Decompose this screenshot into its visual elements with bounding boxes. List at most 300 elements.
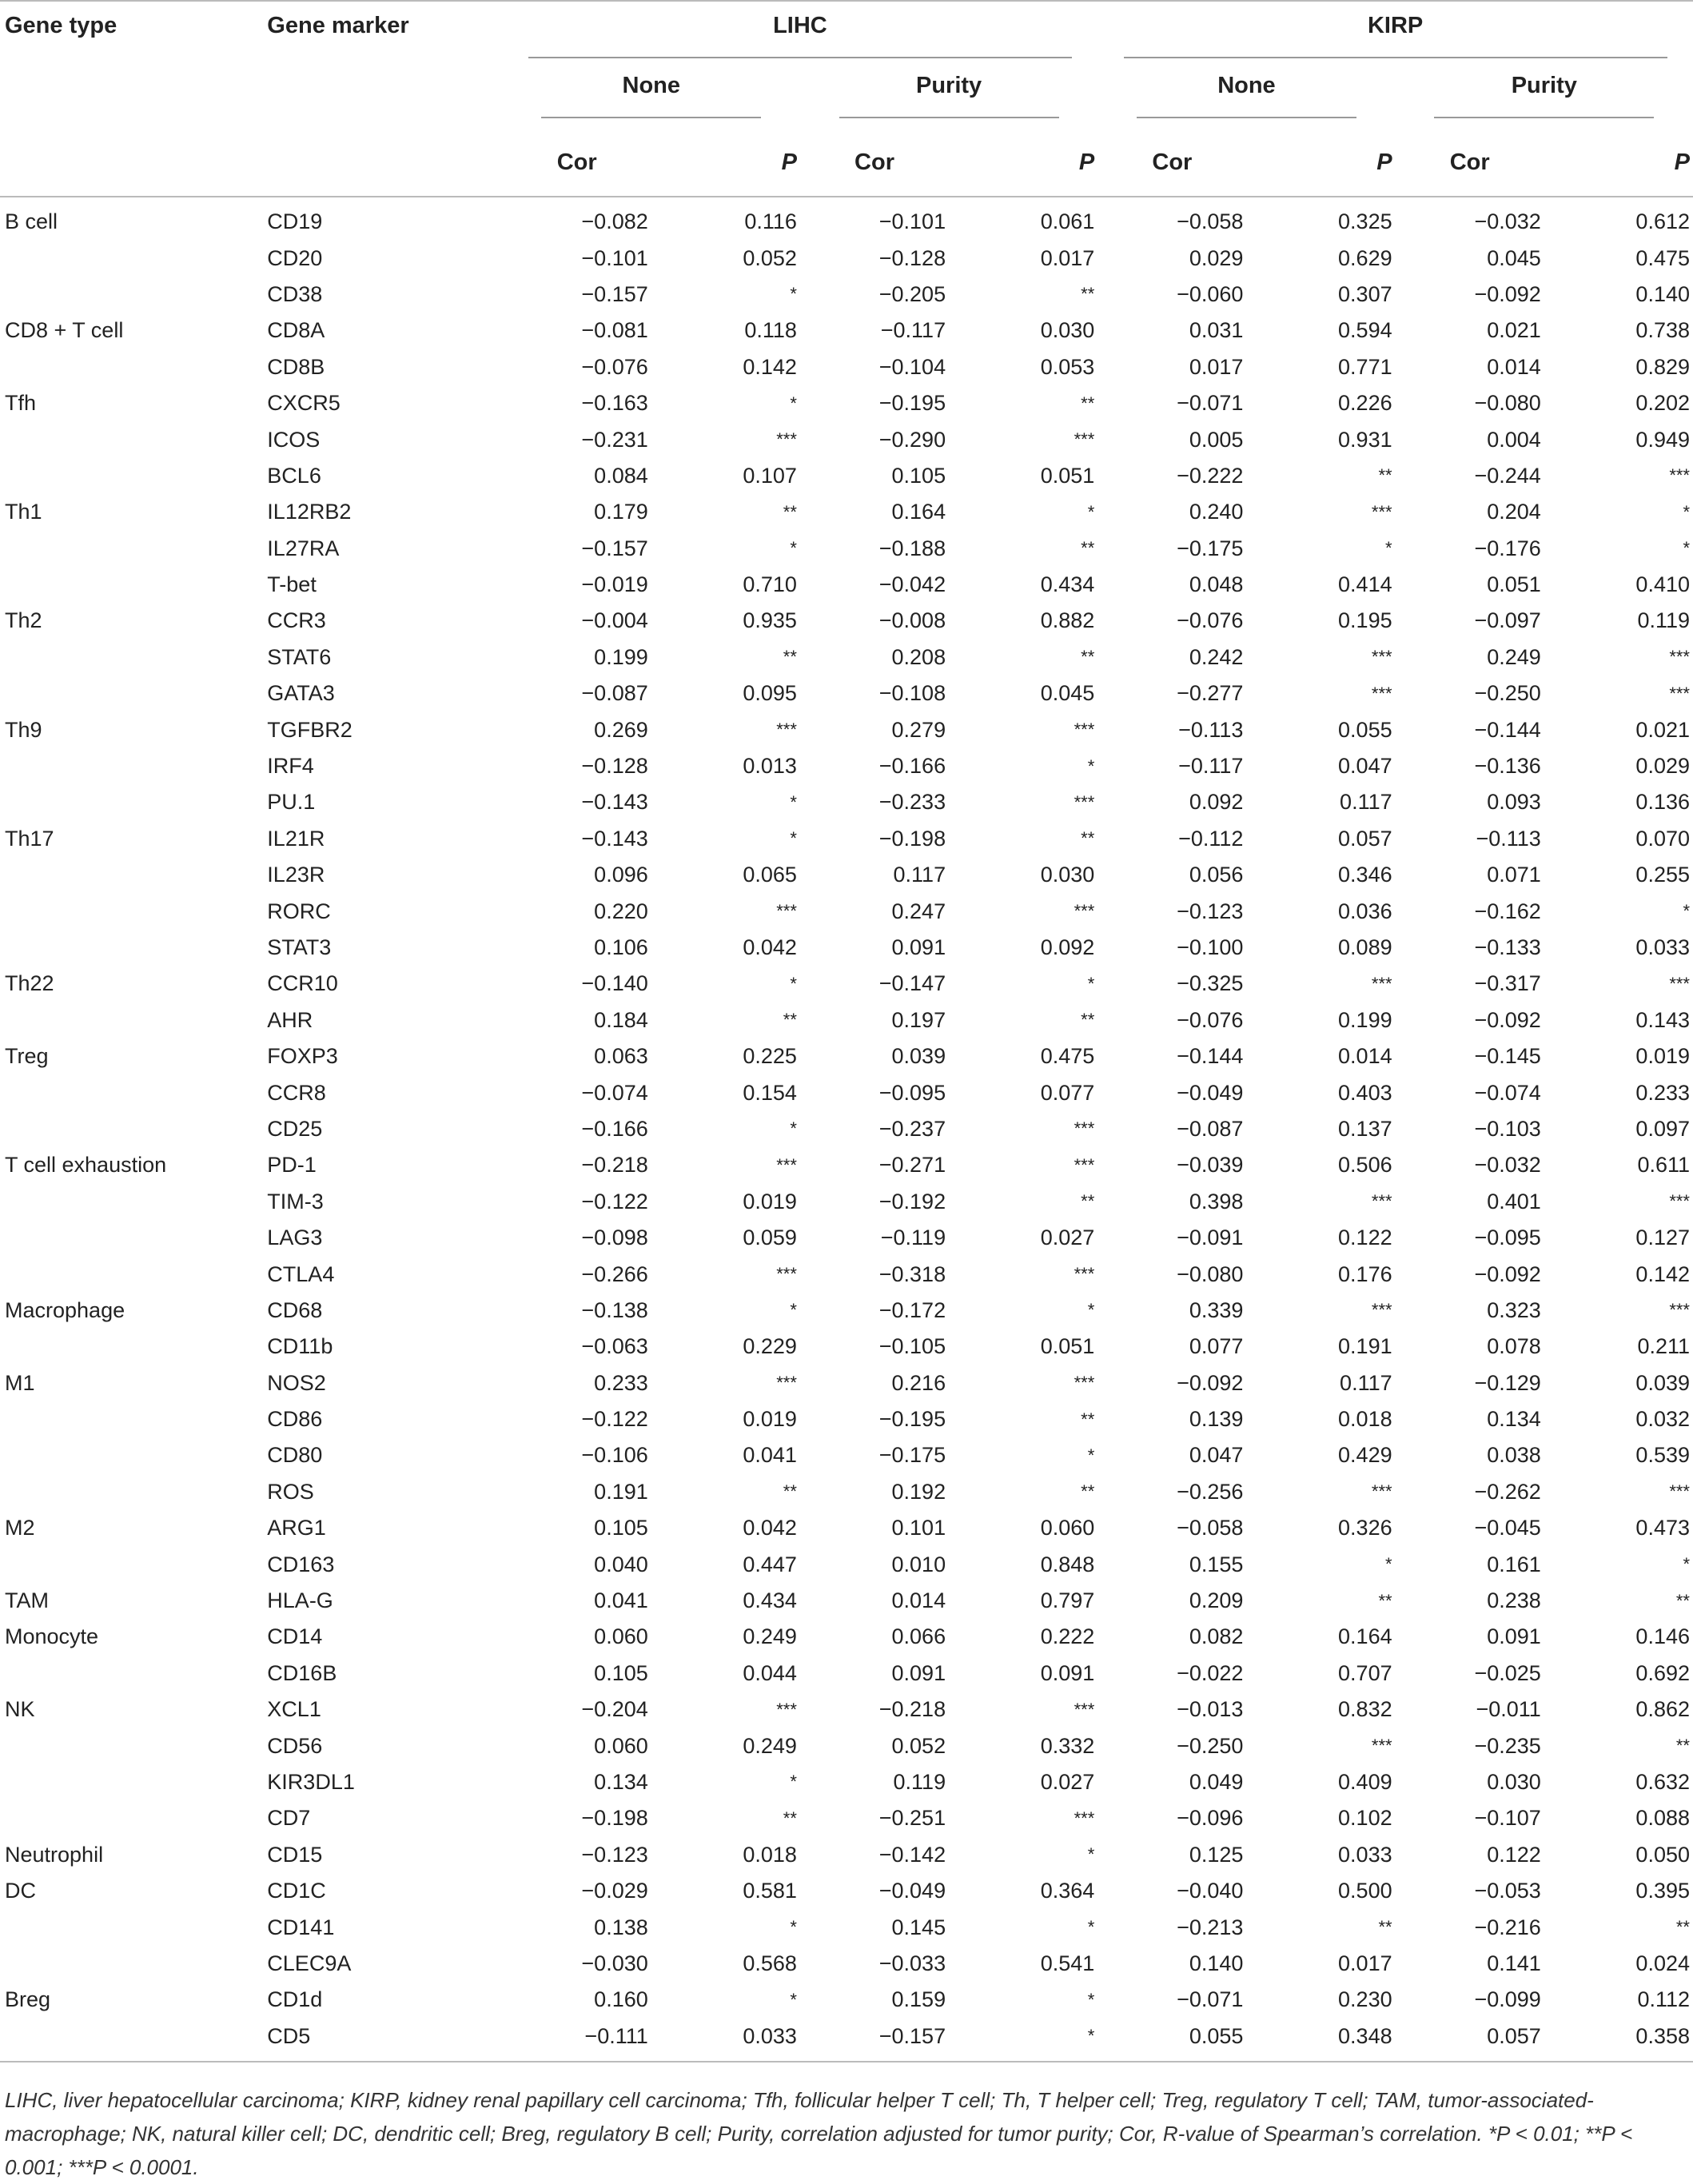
p-value-cell: 0.107 — [743, 463, 797, 488]
p-value-cell: 0.154 — [743, 1080, 797, 1105]
p-value-cell: 0.112 — [1637, 1987, 1690, 2012]
table-row — [0, 1510, 1693, 1546]
table-row — [0, 1474, 1693, 1510]
cor-value-cell: 0.204 — [1487, 500, 1541, 524]
p-value-cell: ** — [1675, 1736, 1690, 1756]
cor-value-cell: −0.143 — [581, 790, 648, 815]
cor-value-cell: 0.060 — [594, 1624, 648, 1649]
cor-value-cell: −0.104 — [878, 354, 946, 379]
gene-type-cell: T cell exhaustion — [5, 1153, 167, 1178]
p-value-cell: 0.065 — [743, 863, 797, 887]
cor-value-cell: 0.091 — [891, 935, 946, 959]
gene-type-cell — [0, 1256, 264, 1292]
gene-marker-cell: CLEC9A — [267, 1951, 352, 1975]
p-value-cell: 0.027 — [1040, 1226, 1095, 1250]
p-value-cell: * — [790, 393, 797, 413]
p-value-cell: 0.033 — [1338, 1842, 1392, 1867]
gene-type-cell — [0, 277, 264, 313]
p-value-cell: * — [790, 1917, 797, 1938]
cor-value-cell: 0.040 — [594, 1552, 648, 1576]
cor-value-cell: 0.096 — [594, 863, 648, 887]
p-value-cell: 0.249 — [743, 1624, 797, 1649]
p-value-cell: 0.632 — [1635, 1769, 1690, 1794]
header-p: P — [1544, 129, 1693, 197]
p-value-cell: 0.070 — [1635, 826, 1690, 851]
p-value-cell: ** — [1081, 1191, 1095, 1212]
cor-value-cell: 0.005 — [1189, 427, 1244, 452]
cor-value-cell: 0.197 — [891, 1007, 946, 1032]
p-value-cell: 0.019 — [1635, 1044, 1690, 1069]
cor-value-cell: 0.017 — [1189, 354, 1244, 379]
cor-value-cell: −0.317 — [1474, 971, 1541, 996]
p-value-cell: *** — [1371, 1191, 1392, 1212]
cor-value-cell: −0.266 — [581, 1261, 648, 1286]
header-kirp-none: None — [1097, 62, 1395, 129]
p-value-cell: 0.935 — [743, 608, 797, 633]
cor-value-cell: −0.039 — [1177, 1153, 1244, 1178]
p-value-cell: ** — [1081, 538, 1095, 559]
cor-value-cell: −0.205 — [878, 281, 946, 306]
header-cor: Cor — [800, 129, 949, 197]
table-row — [0, 1656, 1693, 1692]
gene-type-cell: Monocyte — [5, 1624, 99, 1649]
cor-value-cell: −0.213 — [1177, 1915, 1244, 1939]
table-row — [0, 1982, 1693, 2018]
table-header — [0, 1, 1693, 197]
cor-value-cell: −0.188 — [878, 536, 946, 560]
p-value-cell: ** — [1081, 647, 1095, 668]
p-value-cell: 0.500 — [1338, 1879, 1392, 1903]
cor-value-cell: −0.290 — [878, 427, 946, 452]
cor-value-cell: 0.155 — [1189, 1552, 1244, 1576]
cor-value-cell: 0.092 — [1189, 790, 1244, 815]
p-value-cell: 0.222 — [1040, 1624, 1095, 1649]
p-value-cell: *** — [776, 1373, 797, 1393]
table-row — [0, 1256, 1693, 1292]
p-value-cell: 0.195 — [1338, 608, 1392, 633]
p-value-cell: 0.692 — [1635, 1660, 1690, 1685]
p-value-cell: 0.143 — [1635, 1007, 1690, 1032]
p-value-cell: * — [790, 791, 797, 812]
table-row — [0, 1800, 1693, 1836]
cor-value-cell: −0.053 — [1474, 1879, 1541, 1903]
p-value-cell: *** — [1371, 1736, 1392, 1756]
gene-type-cell — [0, 784, 264, 820]
gene-marker-cell: BCL6 — [267, 463, 321, 488]
cor-value-cell: −0.032 — [1474, 209, 1541, 234]
gene-marker-cell: LAG3 — [267, 1226, 323, 1250]
p-value-cell: 0.013 — [743, 754, 797, 779]
table-row — [0, 893, 1693, 929]
cor-value-cell: −0.092 — [1177, 1370, 1244, 1395]
cor-value-cell: −0.231 — [581, 427, 648, 452]
cor-value-cell: 0.209 — [1189, 1588, 1244, 1613]
gene-marker-cell: CD1d — [267, 1987, 323, 2012]
table-row — [0, 313, 1693, 349]
p-value-cell: * — [790, 1300, 797, 1321]
p-value-cell: 0.829 — [1635, 354, 1690, 379]
table-row — [0, 385, 1693, 421]
table-row — [0, 1583, 1693, 1619]
p-value-cell: 0.014 — [1338, 1044, 1392, 1069]
table-row — [0, 1837, 1693, 1873]
table-row — [0, 1111, 1693, 1147]
p-value-cell: * — [790, 828, 797, 849]
cor-value-cell: −0.087 — [581, 681, 648, 706]
p-value-cell: 0.797 — [1040, 1588, 1095, 1613]
cor-value-cell: −0.195 — [878, 391, 946, 416]
cor-value-cell: −0.099 — [1474, 1987, 1541, 2012]
gene-type-cell: M2 — [5, 1516, 35, 1540]
p-value-cell: 0.358 — [1544, 2019, 1693, 2062]
header-gene-type: Gene type — [0, 1, 264, 62]
cor-value-cell: −0.198 — [878, 826, 946, 851]
header-cor: Cor — [503, 129, 651, 197]
p-value-cell: *** — [776, 1264, 797, 1285]
p-value-cell: ** — [1081, 1409, 1095, 1429]
gene-type-cell: TAM — [5, 1588, 49, 1613]
p-value-cell: 0.581 — [743, 1879, 797, 1903]
cor-value-cell: −0.092 — [1474, 1261, 1541, 1286]
gene-type-cell — [0, 2019, 264, 2062]
gene-type-cell — [0, 1329, 264, 1365]
p-value-cell: *** — [1074, 1807, 1095, 1828]
p-value-cell: 0.142 — [743, 354, 797, 379]
cor-value-cell: −0.204 — [581, 1697, 648, 1722]
p-value-cell: ** — [1081, 393, 1095, 413]
cor-value-cell: −0.008 — [878, 608, 946, 633]
cor-value-cell: −0.175 — [878, 1443, 946, 1468]
cor-value-cell: 0.021 — [1487, 318, 1541, 343]
gene-type-cell: Th17 — [5, 826, 54, 851]
cor-value-cell: 0.091 — [891, 1660, 946, 1685]
p-value-cell: *** — [776, 719, 797, 740]
gene-type-cell: Neutrophil — [5, 1842, 104, 1867]
p-value-cell: 0.707 — [1338, 1660, 1392, 1685]
p-value-cell: * — [1087, 1300, 1095, 1321]
p-value-cell: 0.060 — [1040, 1516, 1095, 1540]
cor-value-cell: −0.237 — [878, 1116, 946, 1141]
cor-value-cell: −0.198 — [581, 1806, 648, 1831]
gene-type-cell — [0, 1184, 264, 1220]
header-cor: Cor — [1097, 129, 1246, 197]
cor-value-cell: −0.129 — [1474, 1370, 1541, 1395]
table-row — [0, 2019, 1693, 2062]
table-row — [0, 966, 1693, 1002]
cor-value-cell: 0.105 — [594, 1516, 648, 1540]
p-value-cell: * — [1385, 1554, 1392, 1575]
cor-value-cell: −0.087 — [1177, 1116, 1244, 1141]
cor-value-cell: −0.103 — [1474, 1116, 1541, 1141]
p-value-cell: 0.092 — [1040, 935, 1095, 959]
cor-value-cell: 0.055 — [1097, 2019, 1246, 2062]
cor-value-cell: −0.147 — [878, 971, 946, 996]
cor-value-cell: 0.049 — [1189, 1769, 1244, 1794]
cor-value-cell: 0.240 — [1189, 500, 1244, 524]
cor-value-cell: −0.262 — [1474, 1479, 1541, 1504]
p-value-cell: 0.052 — [743, 245, 797, 270]
p-value-cell: 0.403 — [1338, 1080, 1392, 1105]
cor-value-cell: −0.101 — [878, 209, 946, 234]
cor-value-cell: −0.095 — [1474, 1226, 1541, 1250]
cor-value-cell: −0.251 — [878, 1806, 946, 1831]
cor-value-cell: −0.145 — [1474, 1044, 1541, 1069]
p-value-cell: 0.506 — [1338, 1153, 1392, 1178]
p-value-cell: *** — [1074, 719, 1095, 740]
gene-type-cell — [0, 349, 264, 385]
p-value-cell: 0.771 — [1338, 354, 1392, 379]
table-row — [0, 821, 1693, 857]
p-value-cell: 0.030 — [1040, 318, 1095, 343]
p-value-cell: ** — [1675, 1590, 1690, 1611]
cor-value-cell: 0.238 — [1487, 1588, 1541, 1613]
p-value-cell: * — [1683, 538, 1690, 559]
gene-marker-cell: IRF4 — [267, 754, 314, 779]
cor-value-cell: 0.056 — [1189, 863, 1244, 887]
cor-value-cell: −0.080 — [1474, 391, 1541, 416]
cor-value-cell: 0.125 — [1189, 1842, 1244, 1867]
cor-value-cell: 0.119 — [893, 1769, 946, 1794]
p-value-cell: *** — [1074, 429, 1095, 450]
cor-value-cell: 0.242 — [1189, 644, 1244, 669]
gene-marker-cell: CD163 — [267, 1552, 335, 1576]
gene-type-cell — [0, 1946, 264, 1982]
cor-value-cell: −0.235 — [1474, 1733, 1541, 1758]
cor-value-cell: −0.032 — [1474, 1153, 1541, 1178]
gene-type-cell — [0, 458, 264, 494]
table-row — [0, 1909, 1693, 1945]
table-row — [0, 711, 1693, 747]
gene-marker-cell: HLA-G — [267, 1588, 333, 1613]
cor-value-cell: −0.004 — [581, 608, 648, 633]
cor-value-cell: 0.220 — [594, 899, 648, 923]
p-value-cell: * — [1087, 501, 1095, 522]
table-row — [0, 1365, 1693, 1401]
cor-value-cell: 0.179 — [594, 500, 648, 524]
cor-value-cell: −0.074 — [581, 1080, 648, 1105]
cor-value-cell: 0.122 — [1487, 1842, 1541, 1867]
gene-marker-cell: FOXP3 — [267, 1044, 338, 1069]
p-value-cell: 0.036 — [1338, 899, 1392, 923]
cor-value-cell: 0.279 — [891, 717, 946, 742]
p-value-cell: *** — [1669, 973, 1690, 994]
cor-value-cell: 0.401 — [1487, 1189, 1541, 1214]
cor-value-cell: −0.101 — [581, 245, 648, 270]
gene-type-cell: Th22 — [5, 971, 54, 996]
p-value-cell: 0.229 — [743, 1334, 797, 1359]
gene-type-cell: Th9 — [5, 717, 42, 742]
gene-marker-cell: CD68 — [267, 1297, 323, 1322]
cor-value-cell: −0.042 — [878, 572, 946, 597]
cor-value-cell: −0.113 — [1476, 826, 1541, 851]
p-value-cell: 0.434 — [1040, 572, 1095, 597]
table-row — [0, 1437, 1693, 1473]
gene-type-cell: Th1 — [5, 500, 42, 524]
p-value-cell: ** — [783, 1010, 797, 1030]
cor-value-cell: −0.157 — [581, 536, 648, 560]
p-value-cell: ** — [783, 1807, 797, 1828]
p-value-cell: 0.211 — [1637, 1334, 1690, 1359]
gene-type-cell: Treg — [5, 1044, 49, 1069]
gene-marker-cell: ROS — [267, 1479, 314, 1504]
gene-type-cell: Th2 — [5, 608, 42, 633]
table-row — [0, 640, 1693, 676]
gene-marker-cell: CD11b — [267, 1334, 333, 1359]
p-value-cell: 0.325 — [1338, 209, 1392, 234]
p-value-cell: 0.191 — [1338, 1334, 1392, 1359]
cor-value-cell: −0.123 — [1177, 899, 1244, 923]
gene-marker-cell: TGFBR2 — [267, 717, 353, 742]
cor-value-cell: 0.117 — [893, 863, 946, 887]
table-row — [0, 784, 1693, 820]
gene-type-cell — [0, 1220, 264, 1256]
cor-value-cell: −0.166 — [878, 754, 946, 779]
p-value-cell: *** — [1074, 1699, 1095, 1720]
cor-value-cell: −0.108 — [878, 681, 946, 706]
cor-value-cell: 0.161 — [1487, 1552, 1541, 1576]
table-row — [0, 1401, 1693, 1437]
p-value-cell: 0.225 — [743, 1044, 797, 1069]
cor-value-cell: 0.134 — [594, 1769, 648, 1794]
gene-type-cell — [0, 748, 264, 784]
cor-value-cell: −0.011 — [1476, 1697, 1541, 1722]
cor-value-cell: 0.106 — [594, 935, 648, 959]
p-value-cell: ** — [1081, 828, 1095, 849]
cor-value-cell: 0.140 — [1189, 1951, 1244, 1975]
cor-value-cell: 0.031 — [1189, 318, 1244, 343]
cor-value-cell: −0.033 — [878, 1951, 946, 1975]
p-value-cell: * — [1087, 1989, 1095, 2010]
cor-value-cell: −0.080 — [1177, 1261, 1244, 1286]
p-value-cell: 0.255 — [1635, 863, 1690, 887]
header-kirp-purity: Purity — [1396, 62, 1693, 129]
p-value-cell: 0.326 — [1338, 1516, 1392, 1540]
p-value-cell: 0.116 — [744, 209, 797, 234]
cor-value-cell: 0.038 — [1487, 1443, 1541, 1468]
table-body — [0, 197, 1693, 2062]
gene-marker-cell: CCR3 — [267, 608, 326, 633]
p-value-cell: 0.032 — [1635, 1407, 1690, 1432]
p-value-cell: 0.332 — [1040, 1733, 1095, 1758]
p-value-cell: 0.140 — [1635, 281, 1690, 306]
p-value-cell: ** — [783, 647, 797, 668]
cor-value-cell: −0.076 — [581, 354, 648, 379]
cor-value-cell: 0.048 — [1189, 572, 1244, 597]
cor-value-cell: 0.045 — [1487, 245, 1541, 270]
p-value-cell: *** — [1669, 1481, 1690, 1502]
p-value-cell: 0.594 — [1338, 318, 1392, 343]
p-value-cell: 0.044 — [743, 1660, 797, 1685]
cor-value-cell: −0.123 — [581, 1842, 648, 1867]
p-value-cell: 0.249 — [743, 1733, 797, 1758]
p-value-cell: *** — [1669, 465, 1690, 486]
p-value-cell: * — [949, 2019, 1097, 2062]
cor-value-cell: −0.250 — [1474, 681, 1541, 706]
gene-marker-cell: CD1C — [267, 1879, 326, 1903]
p-value-cell: *** — [1074, 791, 1095, 812]
p-value-cell: ** — [1081, 284, 1095, 305]
gene-marker-cell: CCR10 — [267, 971, 338, 996]
p-value-cell: 0.233 — [1635, 1080, 1690, 1105]
p-value-cell: * — [790, 538, 797, 559]
gene-marker-cell: CD86 — [267, 1407, 323, 1432]
gene-type-cell — [0, 1909, 264, 1945]
p-value-cell: * — [1683, 1554, 1690, 1575]
p-value-cell: 0.434 — [743, 1588, 797, 1613]
p-value-cell: * — [1087, 973, 1095, 994]
p-value-cell: 0.117 — [1340, 790, 1392, 815]
p-value-cell: 0.024 — [1635, 1951, 1690, 1975]
gene-type-cell — [0, 1002, 264, 1038]
cor-value-cell: 0.014 — [891, 1588, 946, 1613]
cor-value-cell: −0.128 — [878, 245, 946, 270]
p-value-cell: 0.738 — [1635, 318, 1690, 343]
gene-type-cell: CD8 + T cell — [5, 318, 124, 343]
p-value-cell: 0.045 — [1040, 681, 1095, 706]
gene-marker-cell: IL21R — [267, 826, 325, 851]
gene-marker-cell: CXCR5 — [267, 391, 341, 416]
p-value-cell: 0.050 — [1635, 1842, 1690, 1867]
gene-marker-cell: CCR8 — [267, 1080, 326, 1105]
p-value-cell: 0.146 — [1635, 1624, 1690, 1649]
p-value-cell: ** — [1378, 1590, 1392, 1611]
p-value-cell: 0.017 — [1338, 1951, 1392, 1975]
cor-value-cell: −0.074 — [1474, 1080, 1541, 1105]
cor-value-cell: 0.139 — [1189, 1407, 1244, 1432]
p-value-cell: 0.137 — [1338, 1116, 1392, 1141]
cor-value-cell: −0.157 — [581, 281, 648, 306]
p-value-cell: 0.414 — [1338, 572, 1392, 597]
cor-value-cell: −0.140 — [581, 971, 648, 996]
cor-value-cell: −0.138 — [581, 1297, 648, 1322]
cor-value-cell: −0.092 — [1474, 1007, 1541, 1032]
cor-value-cell: −0.049 — [1177, 1080, 1244, 1105]
p-value-cell: 0.097 — [1635, 1116, 1690, 1141]
table-row — [0, 1038, 1693, 1074]
p-value-cell: 0.202 — [1635, 391, 1690, 416]
p-value-cell: 0.539 — [1635, 1443, 1690, 1468]
gene-marker-cell: IL12RB2 — [267, 500, 352, 524]
p-value-cell: ** — [1378, 1917, 1392, 1938]
gene-marker-cell: CTLA4 — [267, 1261, 335, 1286]
p-value-cell: 0.136 — [1635, 790, 1690, 815]
header-lihc-purity: Purity — [800, 62, 1097, 129]
p-value-cell: 0.862 — [1635, 1697, 1690, 1722]
gene-marker-cell: IL23R — [267, 863, 325, 887]
cor-value-cell: 0.247 — [891, 899, 946, 923]
p-value-cell: *** — [1074, 901, 1095, 922]
p-value-cell: 0.061 — [1040, 209, 1095, 234]
cor-value-cell: −0.157 — [800, 2019, 949, 2062]
p-value-cell: 0.091 — [1040, 1660, 1095, 1685]
p-value-cell: * — [1087, 1445, 1095, 1465]
gene-type-cell — [0, 421, 264, 457]
p-value-cell: 0.027 — [1040, 1769, 1095, 1794]
cor-value-cell: −0.277 — [1177, 681, 1244, 706]
p-value-cell: 0.848 — [1040, 1552, 1095, 1576]
p-value-cell: *** — [1074, 1118, 1095, 1139]
cor-value-cell: −0.058 — [1177, 209, 1244, 234]
p-value-cell: * — [790, 1118, 797, 1139]
gene-type-cell — [0, 1800, 264, 1836]
cor-value-cell: −0.142 — [878, 1842, 946, 1867]
cor-value-cell: 0.029 — [1189, 245, 1244, 270]
p-value-cell: * — [1683, 901, 1690, 922]
p-value-cell: 0.164 — [1338, 1624, 1392, 1649]
cor-value-cell: −0.325 — [1177, 971, 1244, 996]
cor-value-cell: 0.134 — [1487, 1407, 1541, 1432]
table-row — [0, 1946, 1693, 1982]
